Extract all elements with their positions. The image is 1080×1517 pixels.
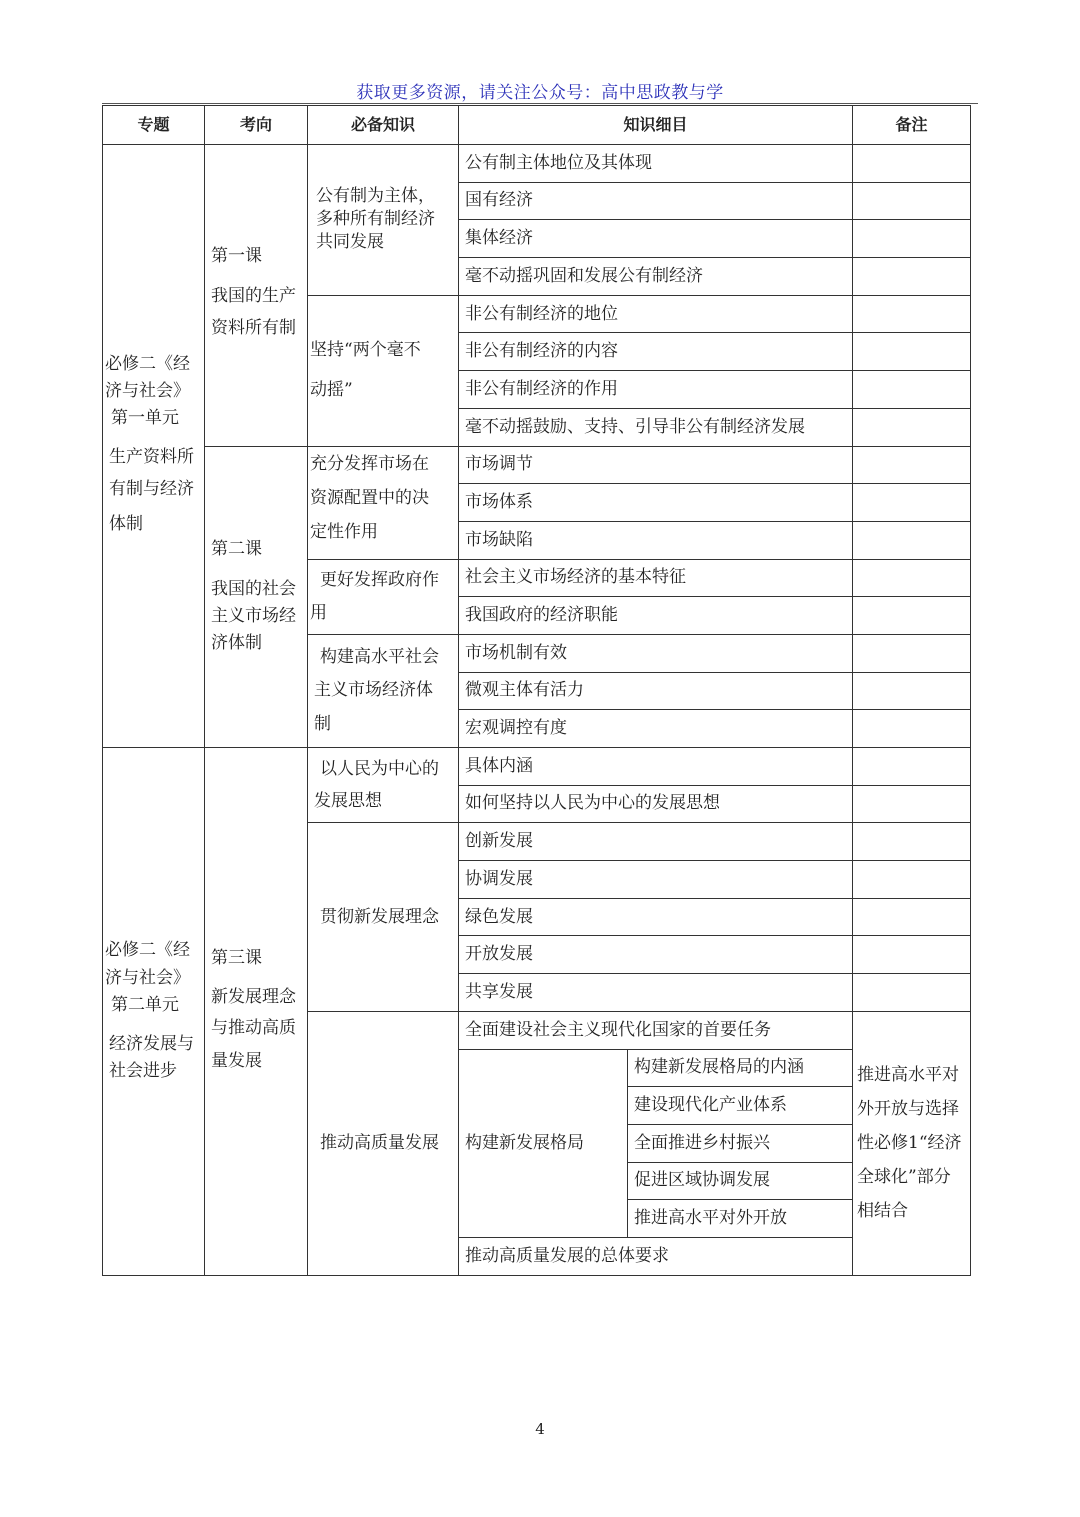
note-cell xyxy=(853,861,971,899)
note-cell xyxy=(853,597,971,635)
lesson1-name-line: 我国的生产 xyxy=(211,285,296,306)
lesson3-name-line: 量发展 xyxy=(211,1051,262,1072)
note-cell xyxy=(853,220,971,258)
lesson1-name-line: 资料所有制 xyxy=(211,317,296,338)
lesson3-name-line: 与推动高质 xyxy=(211,1018,296,1039)
detail-item: 非公有制经济的作用 xyxy=(459,371,853,409)
note-cell-k8: 推进高水平对外开放与选择性必修1“经济全球化”部分相结合 xyxy=(853,1011,971,1275)
knowledge-k2 xyxy=(308,295,459,446)
detail-item: 公有制主体地位及其体现 xyxy=(459,145,853,183)
knowledge-k8: 推动高质量发展 xyxy=(308,1011,459,1275)
detail-item: 市场机制有效 xyxy=(459,634,853,672)
detail-sub-item: 构建新发展格局的内涵 xyxy=(628,1049,853,1087)
detail-sub-label: 构建新发展格局 xyxy=(459,1049,628,1237)
note-cell xyxy=(853,936,971,974)
detail-item: 绿色发展 xyxy=(459,898,853,936)
k5-label-line: 制 xyxy=(314,713,331,734)
detail-item: 市场调节 xyxy=(459,446,853,484)
k6-label-line: 发展思想 xyxy=(314,791,382,812)
detail-item: 毫不动摇巩固和发展公有制经济 xyxy=(459,258,853,296)
table-row xyxy=(103,748,971,786)
header-notice: 获取更多资源，请关注公众号：高中思政教与学 xyxy=(356,83,724,103)
note-cell xyxy=(853,785,971,823)
table-header-row xyxy=(103,106,971,145)
detail-item: 集体经济 xyxy=(459,220,853,258)
note-cell xyxy=(853,634,971,672)
note-cell xyxy=(853,295,971,333)
note-cell xyxy=(853,182,971,220)
knowledge-k1 xyxy=(308,145,459,296)
unit1-topic-line: 第一单元 xyxy=(111,408,179,429)
col-header-knowledge: 必备知识 xyxy=(308,106,459,145)
unit1-topic-line: 体制 xyxy=(109,514,143,535)
k6-label-line: 以人民为中心的 xyxy=(320,758,439,779)
lesson2-name-line: 主义市场经 xyxy=(211,605,296,626)
unit1-topic-line: 生产资料所 xyxy=(109,447,194,468)
lesson3-name-line: 新发展理念 xyxy=(211,987,296,1008)
k3-label-line: 定性作用 xyxy=(310,521,378,542)
page-number: 4 xyxy=(535,1420,545,1438)
unit1-topic-line: 有制与经济 xyxy=(109,478,194,499)
unit1-topic-line: 必修二《经 xyxy=(105,353,190,374)
detail-item: 推动高质量发展的总体要求 xyxy=(459,1237,853,1275)
detail-item: 市场体系 xyxy=(459,484,853,522)
detail-sub-item: 建设现代化产业体系 xyxy=(628,1087,853,1125)
knowledge-k3 xyxy=(308,446,459,559)
detail-item: 非公有制经济的内容 xyxy=(459,333,853,371)
lesson2-name-line: 济体制 xyxy=(211,632,262,653)
detail-item: 非公有制经济的地位 xyxy=(459,295,853,333)
detail-item: 共享发展 xyxy=(459,974,853,1012)
k4-label-line: 用 xyxy=(310,602,327,623)
k1-label-line: 公有制为主体， xyxy=(316,186,435,207)
detail-sub-item: 推进高水平对外开放 xyxy=(628,1200,853,1238)
note-cell xyxy=(853,974,971,1012)
detail-item: 市场缺陷 xyxy=(459,521,853,559)
k3-label-line: 充分发挥市场在 xyxy=(310,453,429,474)
note-cell xyxy=(853,521,971,559)
lesson2-title: 第二课 xyxy=(211,539,262,560)
header-rule xyxy=(102,103,978,104)
note-cell xyxy=(853,145,971,183)
detail-item: 国有经济 xyxy=(459,182,853,220)
detail-item: 全面建设社会主义现代化国家的首要任务 xyxy=(459,1011,853,1049)
k4-label-line: 更好发挥政府作 xyxy=(320,570,439,591)
detail-item: 开放发展 xyxy=(459,936,853,974)
note-cell xyxy=(853,484,971,522)
unit2-topic-line: 第二单元 xyxy=(111,994,179,1015)
note-cell xyxy=(853,446,971,484)
note-cell xyxy=(853,898,971,936)
unit1-topic-line: 济与社会》 xyxy=(105,380,190,401)
detail-item: 宏观调控有度 xyxy=(459,710,853,748)
unit2-topic-cell xyxy=(103,748,205,1276)
detail-item: 微观主体有活力 xyxy=(459,672,853,710)
lesson2-cell xyxy=(205,446,308,748)
note-cell xyxy=(853,748,971,786)
col-header-topic: 专题 xyxy=(103,106,205,145)
lesson3-cell xyxy=(205,748,308,1276)
col-header-direction: 考向 xyxy=(205,106,308,145)
note-cell xyxy=(853,823,971,861)
k3-label-line: 资源配置中的决 xyxy=(310,487,429,508)
knowledge-k5 xyxy=(308,634,459,747)
knowledge-k4 xyxy=(308,559,459,634)
lesson1-title: 第一课 xyxy=(211,246,262,267)
note-cell xyxy=(853,371,971,409)
k5-label-line: 主义市场经济体 xyxy=(314,680,433,701)
detail-item: 社会主义市场经济的基本特征 xyxy=(459,559,853,597)
k1-label-line: 多种所有制经济 xyxy=(316,209,435,230)
note-cell xyxy=(853,559,971,597)
unit2-topic-line: 济与社会》 xyxy=(105,967,190,988)
unit2-topic-line: 社会进步 xyxy=(109,1061,177,1082)
col-header-notes: 备注 xyxy=(853,106,971,145)
table-row xyxy=(103,145,971,183)
lesson2-name-line: 我国的社会 xyxy=(211,578,296,599)
note-cell xyxy=(853,258,971,296)
detail-item: 具体内涵 xyxy=(459,748,853,786)
knowledge-k7: 贯彻新发展理念 xyxy=(308,823,459,1011)
unit2-topic-line: 必修二《经 xyxy=(105,940,190,961)
knowledge-table xyxy=(102,105,971,1276)
col-header-details: 知识细目 xyxy=(459,106,853,145)
note-cell xyxy=(853,408,971,446)
detail-sub-item: 全面推进乡村振兴 xyxy=(628,1124,853,1162)
detail-sub-item: 促进区域协调发展 xyxy=(628,1162,853,1200)
detail-item: 创新发展 xyxy=(459,823,853,861)
note-cell xyxy=(853,333,971,371)
table-row xyxy=(103,446,971,484)
detail-item: 如何坚持以人民为中心的发展思想 xyxy=(459,785,853,823)
unit1-topic-cell xyxy=(103,145,205,748)
lesson1-cell xyxy=(205,145,308,447)
note-cell xyxy=(853,672,971,710)
detail-item: 协调发展 xyxy=(459,861,853,899)
lesson3-title: 第三课 xyxy=(211,947,262,968)
k2-label-line: 坚持“两个毫不 xyxy=(310,340,421,361)
knowledge-k6 xyxy=(308,748,459,823)
note-cell xyxy=(853,710,971,748)
k1-label-line: 共同发展 xyxy=(316,232,384,253)
unit2-topic-line: 经济发展与 xyxy=(109,1033,194,1054)
k2-label-line: 动摇” xyxy=(310,379,353,400)
detail-item: 我国政府的经济职能 xyxy=(459,597,853,635)
k5-label-line: 构建高水平社会 xyxy=(320,647,439,668)
detail-item: 毫不动摇鼓励、支持、引导非公有制经济发展 xyxy=(459,408,853,446)
